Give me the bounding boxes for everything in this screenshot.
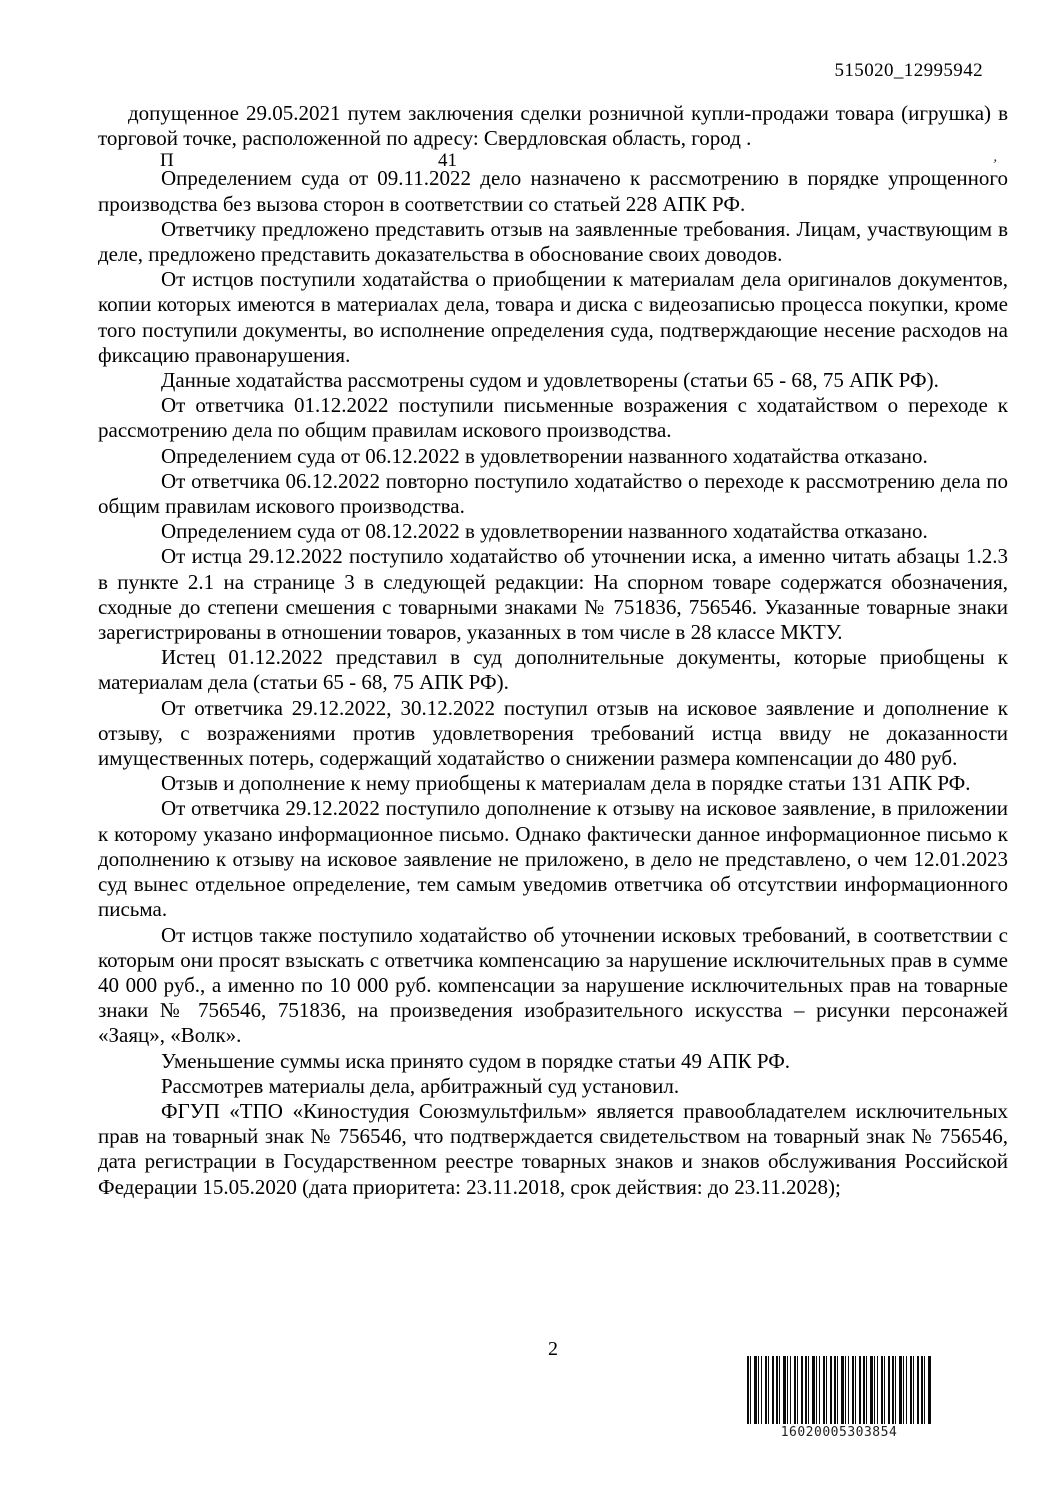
paragraph: От ответчика 01.12.2022 поступили письменные возражения с ходатайством о переходе к рассмотрению дела по общим правилам искового производства.: [98, 393, 1008, 443]
paragraph: Ответчику предложено представить отзыв на заявленные требования. Лицам, участвующим в деле, предложено представить доказательства в обоснование своих доводов.: [98, 216, 1008, 267]
paragraph-continuation: допущенное 29.05.2021 путем заключения сделки розничной купли-продажи товара (игрушка) в торговой точке, расположенной по адресу: Свердловская область, город .: [98, 101, 1008, 151]
redacted-address-line: [98, 151, 1008, 166]
redacted-text-fragment: 41: [438, 151, 457, 167]
barcode-bars-icon: [747, 1356, 931, 1424]
paragraph: От истцов поступили ходатайства о приобщении к материалам дела оригиналов документов, копии которых имеются в материалах дела, товара и диска с видеозаписью процесса покупки, кроме того поступили документы, во исполнение определения суда, подтверждающие несение расходов на фиксацию правонарушения.: [98, 267, 1008, 367]
paragraph: От ответчика 29.12.2022 поступило дополнение к отзыву на исковое заявление, в приложении к которому указано информационное письмо. Однако фактически данное информационное письмо к дополнению к отзыву на исковое заявление не приложено, в дело не представлено, о чем 12.01.2023 суд вынес отдельное определение, тем самым уведомив ответчика об отсутствии информационного письма.: [98, 796, 1008, 922]
document-body: [98, 101, 1008, 1200]
paragraph: Рассмотрев материалы дела, арбитражный суд установил.: [161, 1073, 680, 1098]
barcode: [747, 1356, 931, 1440]
paragraph: Уменьшение суммы иска принято судом в порядке статьи 49 АПК РФ.: [161, 1048, 791, 1073]
barcode-number: 16020005303854: [780, 1425, 898, 1440]
paragraph: Данные ходатайства рассмотрены судом и удовлетворены (статьи 65 - 68, 75 АПК РФ).: [161, 368, 939, 393]
paragraph: Определением суда от 08.12.2022 в удовлетворении названного ходатайства отказано.: [161, 519, 928, 544]
redacted-text-fragment: П: [160, 151, 174, 167]
paragraph: Истец 01.12.2022 представил в суд дополнительные документы, которые приобщены к материалам дела (статьи 65 - 68, 75 АПК РФ).: [98, 645, 1008, 695]
paragraph: От ответчика 29.12.2022, 30.12.2022 поступил отзыв на исковое заявление и дополнение к отзыву, с возражениями против удовлетворения требований истца ввиду не доказанности имущественных потерь, содержащий ходатайство о снижении размера компенсации до 480 руб.: [98, 695, 1008, 771]
document-reference-number: 515020_12995942: [834, 60, 983, 81]
paragraph: От истца 29.12.2022 поступило ходатайство об уточнении иска, а именно читать абзацы 1.2.3 в пункте 2.1 на странице 3 в следующей редакции: На спорном товаре содержатся обозначения, сходные до степени смешения с товарными знаками № 751836, 756546. Указанные товарные знаки зарегистрированы в отношении товаров, указанных в том числе в 28 классе МКТУ.: [98, 544, 1008, 645]
paragraph: Определением суда от 06.12.2022 в удовлетворении названного ходатайства отказано.: [161, 443, 928, 468]
redaction-artifact-mark: ,: [992, 148, 1000, 166]
paragraph: Определением суда от 09.11.2022 дело назначено к рассмотрению в порядке упрощенного производства без вызова сторон в соответствии со статьей 228 АПК РФ.: [98, 166, 1008, 216]
paragraph: От истцов также поступило ходатайство об уточнении исковых требований, в соответствии с которым они просят взыскать с ответчика компенсацию за нарушение исключительных прав в сумме 40 000 руб., а именно по 10 000 руб. компенсации за нарушение исключительных прав на товарные знаки № 756546, 751836, на произведения изобразительного искусства – рисунки персонажей «Заяц», «Волк».: [98, 922, 1008, 1048]
page-number: 2: [548, 1338, 558, 1360]
paragraph: ФГУП «ТПО «Киностудия Союзмультфильм» является правообладателем исключительных прав на товарный знак № 756546, что подтверждается свидетельством на товарный знак № 756546, дата регистрации в Государственном реестре товарных знаков и знаков обслуживания Российской Федерации 15.05.2020 (дата приоритета: 23.11.2018, срок действия: до 23.11.2028);: [98, 1098, 1008, 1199]
paragraph: Отзыв и дополнение к нему приобщены к материалам дела в порядке статьи 131 АПК РФ.: [161, 771, 971, 796]
paragraph: От ответчика 06.12.2022 повторно поступило ходатайство о переходе к рассмотрению дела по общим правилам искового производства.: [98, 468, 1008, 519]
